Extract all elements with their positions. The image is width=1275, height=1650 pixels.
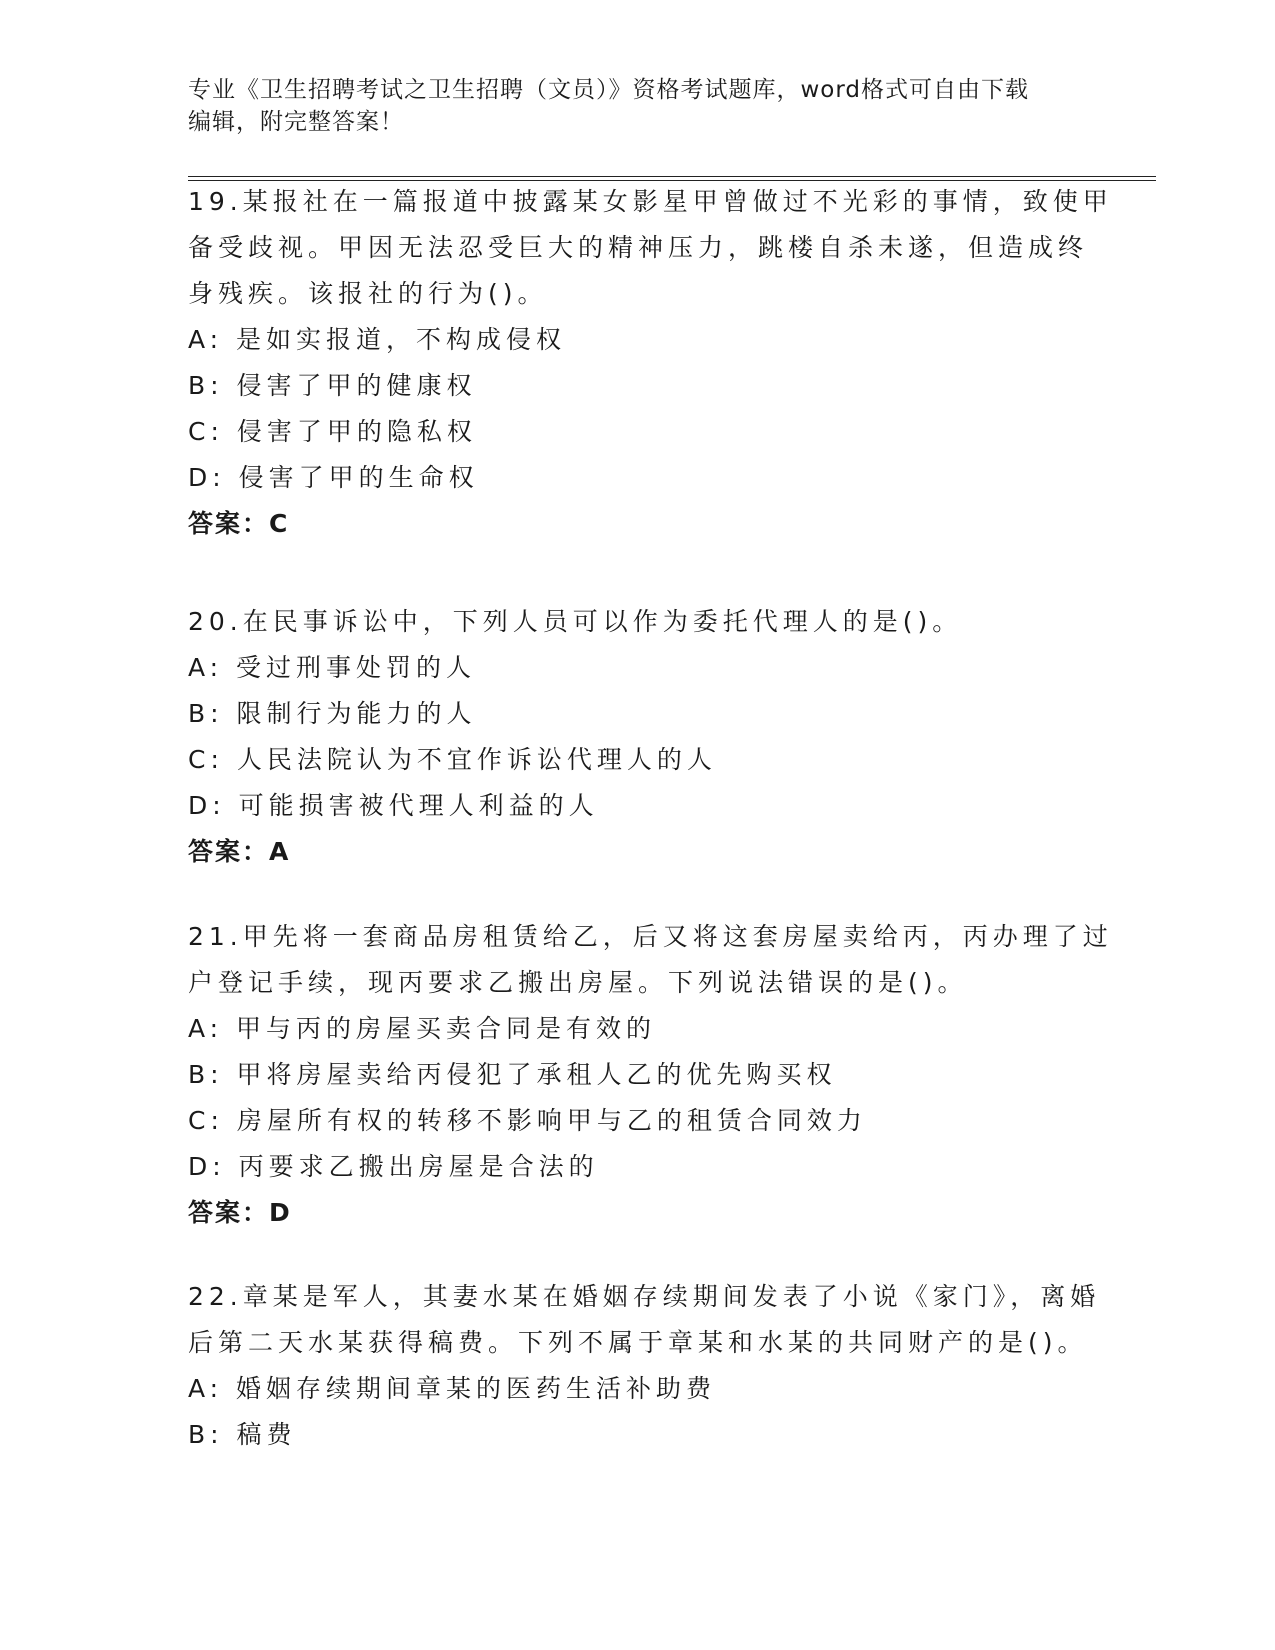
option-c: C: 人民法院认为不宜作诉讼代理人的人: [188, 745, 717, 774]
question-stem: 19.某报社在一篇报道中披露某女影星甲曾做过不光彩的事情，致使甲: [188, 187, 1113, 216]
question-stem: 22.章某是军人，其妻水某在婚姻存续期间发表了小说《家门》，离婚: [188, 1282, 1101, 1311]
question-21: [188, 914, 1113, 1236]
option-b: B: 甲将房屋卖给丙侵犯了承租人乙的优先购买权: [188, 1060, 837, 1089]
option-c: C: 侵害了甲的隐私权: [188, 417, 477, 446]
option-a: A: 受过刑事处罚的人: [188, 653, 477, 682]
question-stem: 20.在民事诉讼中，下列人员可以作为委托代理人的是()。: [188, 607, 963, 636]
option-d: D: 可能损害被代理人利益的人: [188, 791, 599, 820]
option-d: D: 侵害了甲的生命权: [188, 463, 479, 492]
option-d: D: 丙要求乙搬出房屋是合法的: [188, 1152, 599, 1181]
question-stem: 户登记手续，现丙要求乙搬出房屋。下列说法错误的是()。: [188, 968, 968, 997]
question-stem: 身残疾。该报社的行为()。: [188, 279, 548, 308]
option-c: C: 房屋所有权的转移不影响甲与乙的租赁合同效力: [188, 1106, 867, 1135]
question-20: [188, 599, 1088, 875]
header-line: 专业《卫生招聘考试之卫生招聘（文员）》资格考试题库，word格式可自由下载: [188, 77, 1030, 103]
header-line: 编辑，附完整答案！: [188, 109, 404, 135]
answer-line: 答案：C: [188, 509, 290, 538]
option-a: A: 是如实报道，不构成侵权: [188, 325, 567, 354]
question-stem: 后第二天水某获得稿费。下列不属于章某和水某的共同财产的是()。: [188, 1328, 1088, 1357]
answer-line: 答案：A: [188, 837, 291, 866]
option-a: A: 甲与丙的房屋买卖合同是有效的: [188, 1014, 657, 1043]
document-header: [188, 74, 1088, 138]
option-b: B: 限制行为能力的人: [188, 699, 477, 728]
question-22: [188, 1274, 1101, 1458]
option-b: B: 侵害了甲的健康权: [188, 371, 477, 400]
question-19: [188, 179, 1113, 547]
question-stem: 备受歧视。甲因无法忍受巨大的精神压力，跳楼自杀未遂，但造成终: [188, 233, 1089, 262]
question-stem: 21.甲先将一套商品房租赁给乙，后又将这套房屋卖给丙，丙办理了过: [188, 922, 1113, 951]
answer-line: 答案：D: [188, 1198, 292, 1227]
option-b: B: 稿费: [188, 1420, 297, 1449]
option-a: A: 婚姻存续期间章某的医药生活补助费: [188, 1374, 717, 1403]
